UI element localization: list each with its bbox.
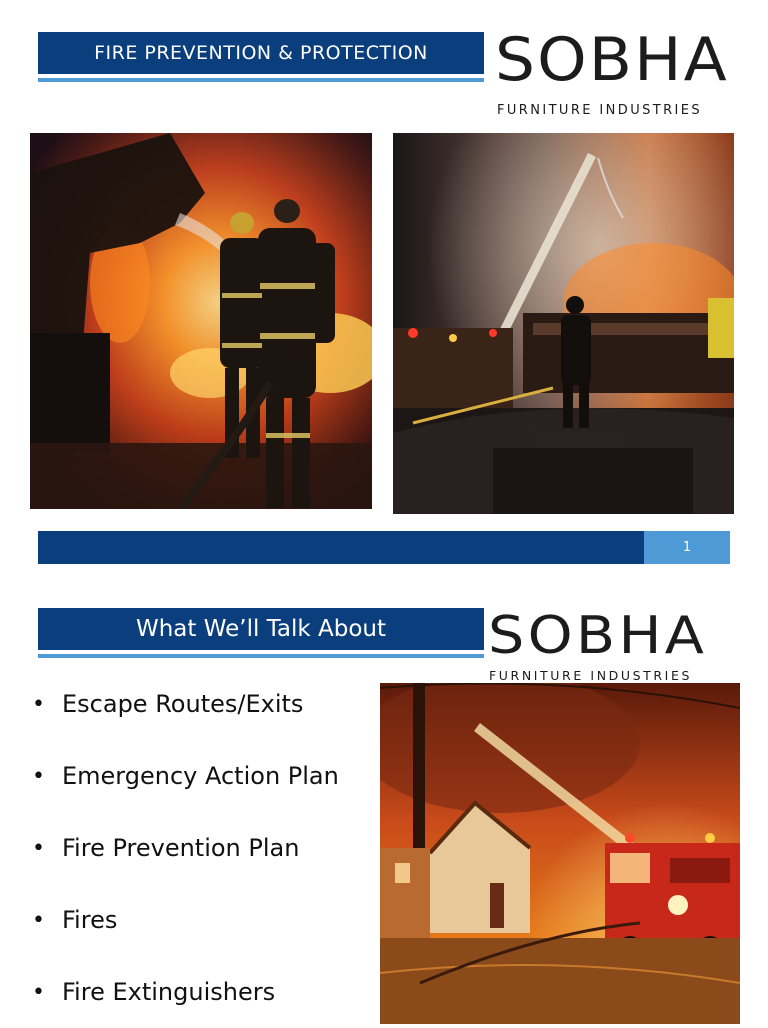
agenda-item-label: Fires [62, 906, 118, 934]
firefighters-hose-photo [30, 133, 372, 509]
fire-truck-night-photo [380, 683, 740, 1024]
logo-wordmark: SOBHA [488, 606, 708, 666]
slide-1-title-bar [38, 32, 484, 74]
agenda-item [32, 740, 372, 812]
slide-2-title-underline [38, 654, 484, 658]
bullet-icon: • [32, 763, 45, 789]
slide-2-logo [488, 606, 748, 686]
logo-tagline: FURNITURE INDUSTRIES [489, 668, 692, 683]
agenda-item-label: Escape Routes/Exits [62, 690, 304, 718]
slide-2 [0, 580, 768, 1024]
firefighters-hose-image [30, 133, 372, 509]
logo-wordmark: SOBHA [495, 25, 729, 95]
bullet-icon: • [32, 979, 45, 1005]
slide-2-title: What We’ll Talk About [135, 616, 387, 642]
agenda-list [32, 668, 372, 1028]
fire-truck-night-image [380, 683, 740, 1024]
fire-truck-ladder-photo [393, 133, 734, 514]
bullet-icon: • [32, 691, 45, 717]
agenda-item-label: Fire Prevention Plan [62, 834, 300, 862]
slide-1-logo [495, 25, 740, 123]
agenda-item [32, 668, 372, 740]
agenda-item [32, 812, 372, 884]
page-number-text: 1 [682, 540, 692, 555]
slide-1-title: FIRE PREVENTION & PROTECTION [94, 42, 428, 64]
slide-1-title-underline [38, 78, 484, 82]
bullet-icon: • [32, 835, 45, 861]
bullet-icon: • [32, 907, 45, 933]
agenda-item [32, 956, 372, 1028]
agenda-item-label: Fire Extinguishers [62, 978, 276, 1006]
slide-1-page-number [644, 531, 730, 564]
agenda-item-label: Emergency Action Plan [62, 762, 339, 790]
slide-2-title-bar [38, 608, 484, 650]
slide-1-footer-bar [38, 531, 644, 564]
logo-tagline: FURNITURE INDUSTRIES [497, 103, 703, 118]
fire-truck-ladder-image [393, 133, 734, 514]
agenda-item [32, 884, 372, 956]
